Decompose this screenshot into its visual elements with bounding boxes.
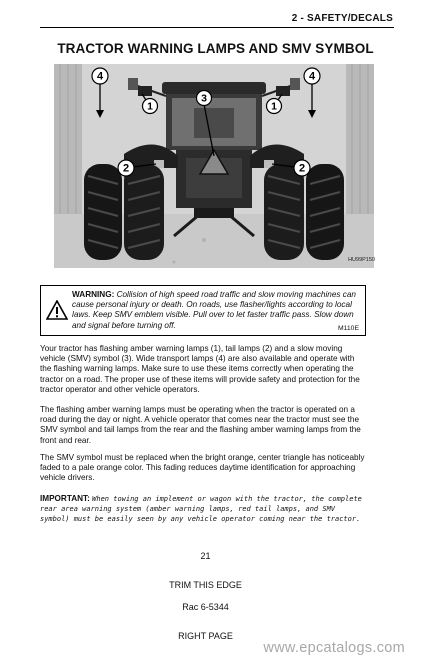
trim-edge-label: TRIM THIS EDGE xyxy=(169,580,242,590)
paragraph-flashing-lamps: The flashing amber warning lamps must be operating when the tractor is operated on a road during the day or night. A vehicle operator that comes near the tractor must see the SMV symbol and tail lamps from the rear and the flashing amber warning lamps from the front and rear. xyxy=(40,405,361,445)
page-number: 21 xyxy=(200,551,211,561)
callout-marker xyxy=(118,160,134,176)
important-label: IMPORTANT: xyxy=(40,494,90,503)
warning-code: M110E xyxy=(337,325,359,332)
callout-label-2-left: 2 xyxy=(122,162,130,175)
warning-body: Collision of high speed road traffic and slow moving machines can cause personal injury or death. On roads, use flasher/lights according to local laws. Keep SMV emblem visible. Pull over to let faster traffic pass. Slow down and signal before turning off. xyxy=(72,290,356,330)
callout-marker xyxy=(304,68,320,84)
callout-label-1-left: 1 xyxy=(147,100,153,113)
callout-marker xyxy=(197,91,212,106)
callout-label-4-right: 4 xyxy=(308,70,316,83)
callout-marker xyxy=(92,68,108,84)
tractor-photo xyxy=(54,64,374,268)
watermark: www.epcatalogs.com xyxy=(263,640,405,656)
callout-marker xyxy=(143,99,158,114)
callout-marker xyxy=(294,160,310,176)
callout-marker xyxy=(267,99,282,114)
figure-code: HU99P150 xyxy=(348,257,375,263)
warning-label: WARNING: xyxy=(72,290,115,299)
warning-triangle-icon xyxy=(46,300,68,320)
page-title: TRACTOR WARNING LAMPS AND SMV SYMBOL xyxy=(57,41,374,56)
callout-label-1-right: 1 xyxy=(271,100,277,113)
warning-text xyxy=(72,290,360,331)
section-header: 2 - SAFETY/DECALS xyxy=(291,13,393,24)
right-page-label: RIGHT PAGE xyxy=(178,631,233,641)
callout-label-4-left: 4 xyxy=(96,70,104,83)
paragraph-lamps-overview: Your tractor has flashing amber warning lamps (1), tail lamps (2) and a slow moving vehicle (SMV) symbol (3). Wide transport lamps (4) are also available and operate with the flashing warning lamps. Make sure to use these items correctly when operating the tractor on a road. The proper use of these items will provide safety and protection for the tractor operator and other vehicle operators. xyxy=(40,344,360,394)
header-rule xyxy=(40,27,394,28)
tractor-illustration xyxy=(54,64,374,268)
reference-code: Rac 6-5344 xyxy=(182,602,229,612)
important-note xyxy=(40,494,366,525)
paragraph-smv-symbol: The SMV symbol must be replaced when the bright orange, center triangle has noticeably faded to a pale orange color. This fading reduces daytime identification for approaching vehicle drivers. xyxy=(40,453,365,483)
callout-label-2-right: 2 xyxy=(298,162,306,175)
callout-label-3: 3 xyxy=(201,92,207,105)
warning-box xyxy=(40,285,366,336)
important-body: When towing an implement or wagon with the tractor, the complete rear area warning system (amber warning lamps, red tail lamps, and SMV symbol) must be easily seen by any vehicle operator coming near the tractor. xyxy=(40,495,362,524)
